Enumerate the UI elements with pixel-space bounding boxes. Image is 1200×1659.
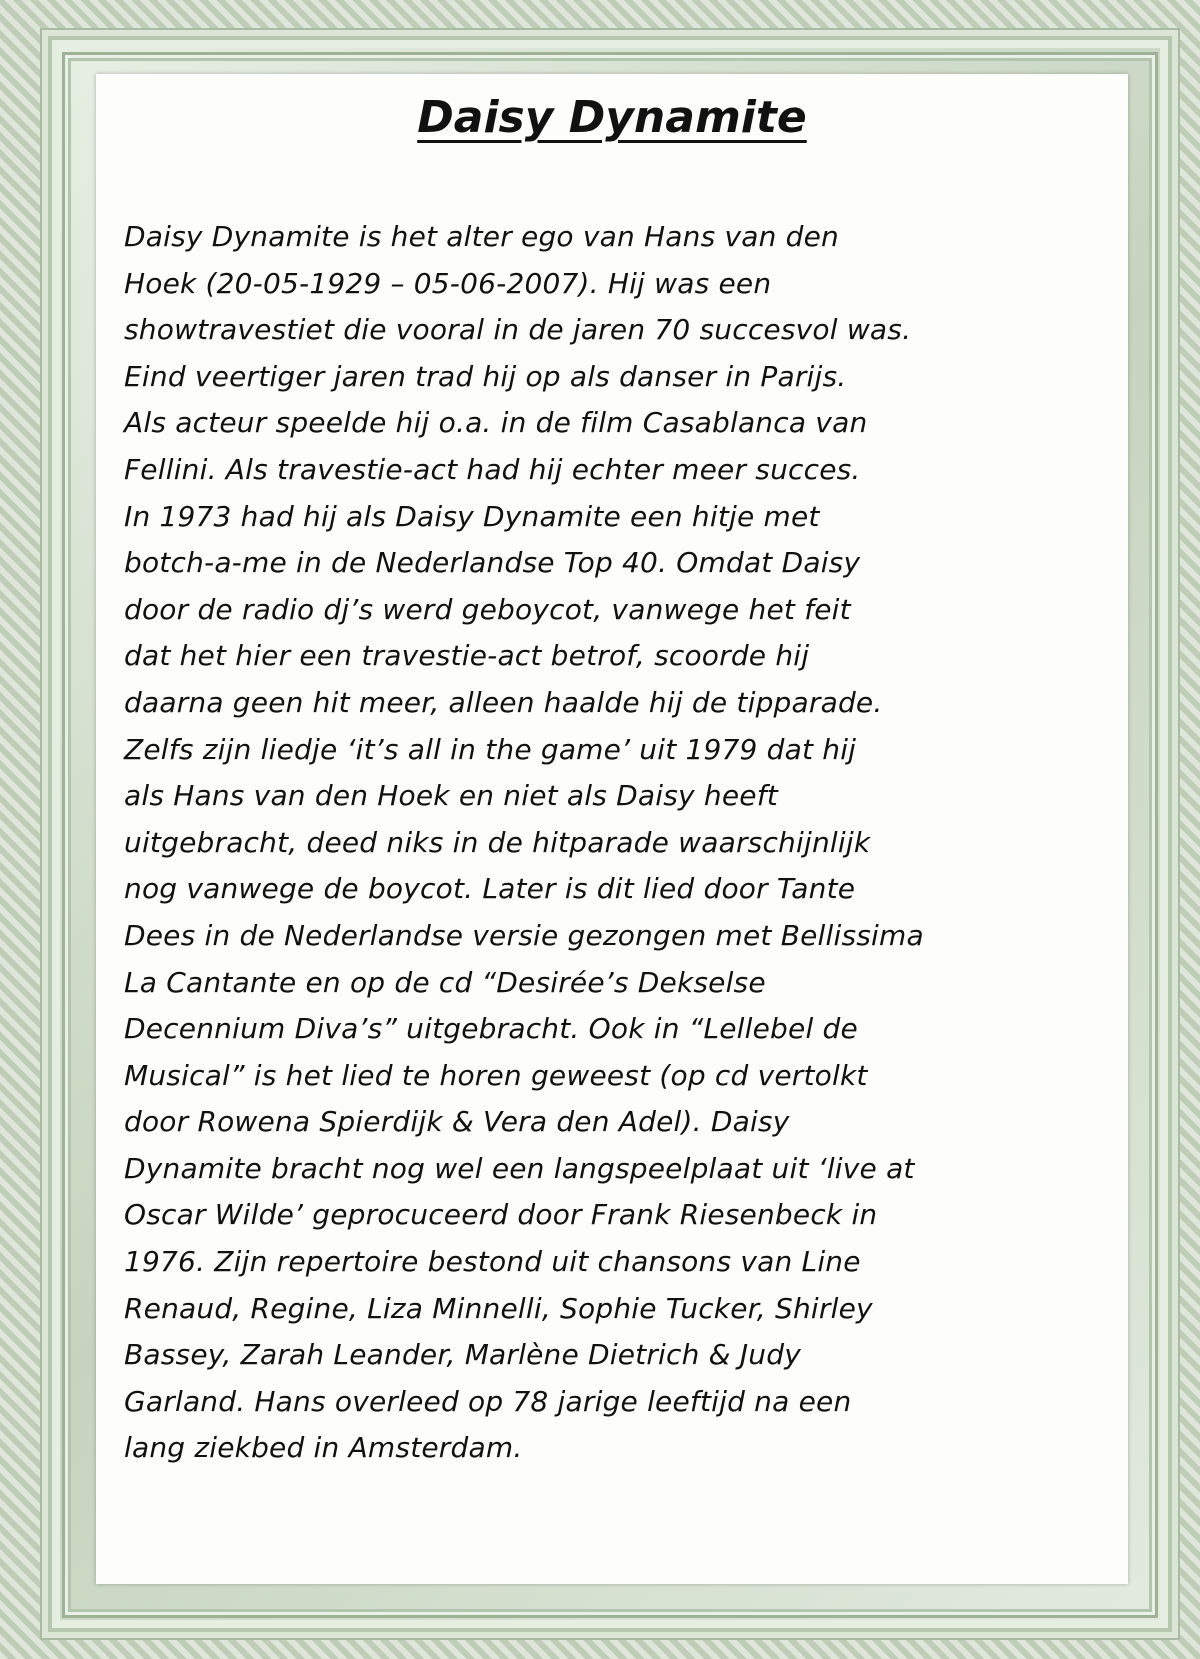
body-line: Als acteur speelde hij o.a. in de film Casablanca van bbox=[124, 406, 868, 440]
body-line: lang ziekbed in Amsterdam. bbox=[124, 1431, 523, 1465]
body-line: Dees in de Nederlandse versie gezongen met Bellissima bbox=[124, 918, 924, 952]
body-line: Hoek (20-05-1929 – 05-06-2007). Hij was een bbox=[124, 266, 772, 300]
body-line: Decennium Diva’s” uitgebracht. Ook in “Lellebel de bbox=[124, 1012, 858, 1046]
body-line: Renaud, Regine, Liza Minnelli, Sophie Tucker, Shirley bbox=[124, 1291, 873, 1325]
body-line: Zelfs zijn liedje ‘it’s all in the game’ uit 1979 dat hij bbox=[124, 732, 857, 766]
body-line: Fellini. Als travestie-act had hij echter meer succes. bbox=[124, 452, 861, 486]
body-line: als Hans van den Hoek en niet als Daisy heeft bbox=[124, 779, 778, 813]
body-line: Musical” is het lied te horen geweest (op cd vertolkt bbox=[124, 1058, 868, 1092]
body-line: door Rowena Spierdijk & Vera den Adel). Daisy bbox=[124, 1105, 790, 1139]
body-line: In 1973 had hij als Daisy Dynamite een hitje met bbox=[124, 499, 820, 533]
body-line: Daisy Dynamite is het alter ego van Hans van den bbox=[124, 220, 840, 253]
body-line: showtravestiet die vooral in de jaren 70 succesvol was. bbox=[124, 313, 912, 347]
body-line: Bassey, Zarah Leander, Marlène Dietrich & Judy bbox=[124, 1338, 801, 1372]
body-line: Eind veertiger jaren trad hij op als danser in Parijs. bbox=[124, 359, 847, 393]
page-title: Daisy Dynamite bbox=[417, 92, 807, 143]
body-line: 1976. Zijn repertoire bestond uit chansons van Line bbox=[124, 1245, 861, 1279]
body-line: Oscar Wilde’ geprocuceerd door Frank Riesenbeck in bbox=[124, 1198, 878, 1232]
body-line: nog vanwege de boycot. Later is dit lied door Tante bbox=[124, 872, 856, 906]
body-line: dat het hier een travestie-act betrof, scoorde hij bbox=[124, 639, 810, 673]
body-line: Garland. Hans overleed op 78 jarige leeftijd na een bbox=[124, 1384, 852, 1418]
body-line: daarna geen hit meer, alleen haalde hij de tipparade. bbox=[124, 685, 883, 719]
document-paper bbox=[96, 74, 1128, 1584]
body-line: uitgebracht, deed niks in de hitparade waarschijnlijk bbox=[124, 825, 871, 859]
body-line: Dynamite bracht nog wel een langspeelplaat uit ‘live at bbox=[124, 1151, 915, 1185]
body-line: La Cantante en op de cd “Desirée’s Dekselse bbox=[124, 965, 766, 999]
document-body bbox=[124, 214, 1084, 1472]
body-line: door de radio dj’s werd geboycot, vanwege het feit bbox=[124, 592, 851, 626]
body-line: botch-a-me in de Nederlandse Top 40. Omdat Daisy bbox=[124, 546, 861, 580]
